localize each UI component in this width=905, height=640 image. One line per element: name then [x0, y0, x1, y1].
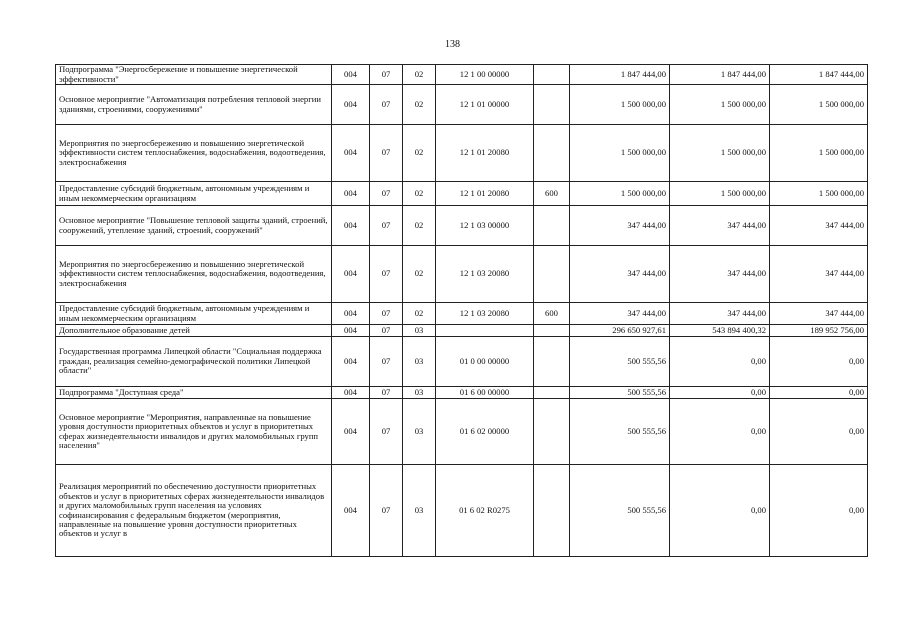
- row-sum-year-3: 0,00: [770, 399, 868, 465]
- row-sum-year-3: 1 500 000,00: [770, 85, 868, 125]
- row-sum-year-1: 347 444,00: [570, 246, 670, 303]
- table-row: [56, 206, 868, 246]
- row-expense-type: [534, 399, 570, 465]
- row-admin-code: 004: [332, 125, 370, 182]
- row-name: Подпрограмма "Энергосбережение и повышение энергетической эффективности": [56, 65, 332, 85]
- row-name: Основное мероприятие "Автоматизация потребления тепловой энергии зданиями, строениями, сооружениями": [56, 85, 332, 125]
- row-name: Предоставление субсидий бюджетным, автономным учреждениям и иным некоммерческим организациям: [56, 182, 332, 206]
- row-sum-year-1: 500 555,56: [570, 387, 670, 399]
- row-sum-year-1: 296 650 927,61: [570, 325, 670, 337]
- row-target-article: 12 1 03 20080: [436, 303, 534, 325]
- row-sum-year-2: 347 444,00: [670, 246, 770, 303]
- row-expense-type: [534, 85, 570, 125]
- row-subsection: 02: [403, 303, 436, 325]
- row-target-article: 12 1 01 20080: [436, 125, 534, 182]
- row-expense-type: 600: [534, 303, 570, 325]
- row-target-article: [436, 325, 534, 337]
- row-section: 07: [370, 325, 403, 337]
- row-sum-year-3: 1 500 000,00: [770, 182, 868, 206]
- row-subsection: 02: [403, 125, 436, 182]
- row-subsection: 03: [403, 387, 436, 399]
- row-admin-code: 004: [332, 303, 370, 325]
- row-expense-type: [534, 325, 570, 337]
- page-number: 138: [445, 39, 460, 50]
- row-subsection: 02: [403, 206, 436, 246]
- row-section: 07: [370, 65, 403, 85]
- row-subsection: 03: [403, 465, 436, 557]
- row-expense-type: [534, 206, 570, 246]
- row-sum-year-2: 0,00: [670, 399, 770, 465]
- row-subsection: 03: [403, 399, 436, 465]
- row-admin-code: 004: [332, 325, 370, 337]
- row-section: 07: [370, 206, 403, 246]
- row-sum-year-1: 1 500 000,00: [570, 182, 670, 206]
- table-row: [56, 182, 868, 206]
- row-target-article: 01 0 00 00000: [436, 337, 534, 387]
- row-section: 07: [370, 337, 403, 387]
- row-subsection: 03: [403, 325, 436, 337]
- table-row: [56, 325, 868, 337]
- row-sum-year-1: 347 444,00: [570, 303, 670, 325]
- row-target-article: 12 1 01 00000: [436, 85, 534, 125]
- row-name: Основное мероприятие "Мероприятия, направленные на повышение уровня доступности приоритетных объектов и услуг в приоритетных сферах жизнедеятельности инвалидов и других маломобильных групп населения": [56, 399, 332, 465]
- row-section: 07: [370, 85, 403, 125]
- row-sum-year-3: 189 952 756,00: [770, 325, 868, 337]
- row-admin-code: 004: [332, 182, 370, 206]
- row-target-article: 01 6 02 R0275: [436, 465, 534, 557]
- row-name: Основное мероприятие "Повышение тепловой защиты зданий, строений, сооружений, утепление зданий, строений, сооружений": [56, 206, 332, 246]
- row-admin-code: 004: [332, 65, 370, 85]
- row-sum-year-2: 1 500 000,00: [670, 85, 770, 125]
- row-sum-year-2: 543 894 400,32: [670, 325, 770, 337]
- table-row: [56, 399, 868, 465]
- row-admin-code: 004: [332, 387, 370, 399]
- table-row: [56, 65, 868, 85]
- row-name: Мероприятия по энергосбережению и повышению энергетической эффективности систем теплоснабжения, водоснабжения, водоотведения, электроснабжения: [56, 246, 332, 303]
- row-target-article: 12 1 03 00000: [436, 206, 534, 246]
- row-sum-year-2: 1 500 000,00: [670, 182, 770, 206]
- row-sum-year-3: 0,00: [770, 387, 868, 399]
- budget-table: [55, 64, 868, 557]
- row-sum-year-2: 0,00: [670, 387, 770, 399]
- row-sum-year-1: 1 500 000,00: [570, 125, 670, 182]
- row-target-article: 12 1 03 20080: [436, 246, 534, 303]
- row-sum-year-2: 0,00: [670, 337, 770, 387]
- row-sum-year-3: 1 500 000,00: [770, 125, 868, 182]
- row-admin-code: 004: [332, 246, 370, 303]
- row-expense-type: [534, 65, 570, 85]
- row-admin-code: 004: [332, 465, 370, 557]
- row-sum-year-3: 1 847 444,00: [770, 65, 868, 85]
- row-sum-year-1: 1 500 000,00: [570, 85, 670, 125]
- table-row: [56, 303, 868, 325]
- row-expense-type: [534, 465, 570, 557]
- row-admin-code: 004: [332, 337, 370, 387]
- row-name: Реализация мероприятий по обеспечению доступности приоритетных объектов и услуг в приоритетных сферах жизнедеятельности инвалидов и других маломобильных групп населения на условиях софинансирования с федеральным бюджетом (мероприятия, направленные на повышение уровня доступности приоритетных объектов и услуг в: [56, 465, 332, 557]
- row-expense-type: [534, 387, 570, 399]
- row-subsection: 02: [403, 65, 436, 85]
- row-name: Подпрограмма "Доступная среда": [56, 387, 332, 399]
- row-subsection: 02: [403, 85, 436, 125]
- row-sum-year-1: 347 444,00: [570, 206, 670, 246]
- row-sum-year-3: 0,00: [770, 465, 868, 557]
- row-subsection: 03: [403, 337, 436, 387]
- row-section: 07: [370, 303, 403, 325]
- row-target-article: 01 6 00 00000: [436, 387, 534, 399]
- row-admin-code: 004: [332, 399, 370, 465]
- row-expense-type: [534, 337, 570, 387]
- row-sum-year-3: 347 444,00: [770, 246, 868, 303]
- row-sum-year-1: 1 847 444,00: [570, 65, 670, 85]
- row-sum-year-1: 500 555,56: [570, 337, 670, 387]
- row-section: 07: [370, 399, 403, 465]
- row-sum-year-1: 500 555,56: [570, 465, 670, 557]
- row-sum-year-2: 1 847 444,00: [670, 65, 770, 85]
- row-target-article: 01 6 02 00000: [436, 399, 534, 465]
- row-admin-code: 004: [332, 85, 370, 125]
- table-row: [56, 337, 868, 387]
- row-target-article: 12 1 00 00000: [436, 65, 534, 85]
- row-sum-year-2: 1 500 000,00: [670, 125, 770, 182]
- row-subsection: 02: [403, 246, 436, 303]
- row-section: 07: [370, 387, 403, 399]
- row-sum-year-3: 0,00: [770, 337, 868, 387]
- row-name: Предоставление субсидий бюджетным, автономным учреждениям и иным некоммерческим организациям: [56, 303, 332, 325]
- table-row: [56, 125, 868, 182]
- row-name: Дополнительное образование детей: [56, 325, 332, 337]
- table-row: [56, 246, 868, 303]
- row-expense-type: [534, 125, 570, 182]
- row-sum-year-2: 0,00: [670, 465, 770, 557]
- row-expense-type: 600: [534, 182, 570, 206]
- row-sum-year-2: 347 444,00: [670, 206, 770, 246]
- row-sum-year-3: 347 444,00: [770, 206, 868, 246]
- row-section: 07: [370, 465, 403, 557]
- row-section: 07: [370, 125, 403, 182]
- row-sum-year-2: 347 444,00: [670, 303, 770, 325]
- row-sum-year-3: 347 444,00: [770, 303, 868, 325]
- row-sum-year-1: 500 555,56: [570, 399, 670, 465]
- row-expense-type: [534, 246, 570, 303]
- row-subsection: 02: [403, 182, 436, 206]
- row-name: Мероприятия по энергосбережению и повышению энергетической эффективности систем теплоснабжения, водоснабжения, водоотведения, электроснабжения: [56, 125, 332, 182]
- row-section: 07: [370, 182, 403, 206]
- row-section: 07: [370, 246, 403, 303]
- table-row: [56, 387, 868, 399]
- table-row: [56, 85, 868, 125]
- row-admin-code: 004: [332, 206, 370, 246]
- row-name: Государственная программа Липецкой области "Социальная поддержка граждан, реализация семейно-демографической политики Липецкой области": [56, 337, 332, 387]
- table-row: [56, 465, 868, 557]
- row-target-article: 12 1 01 20080: [436, 182, 534, 206]
